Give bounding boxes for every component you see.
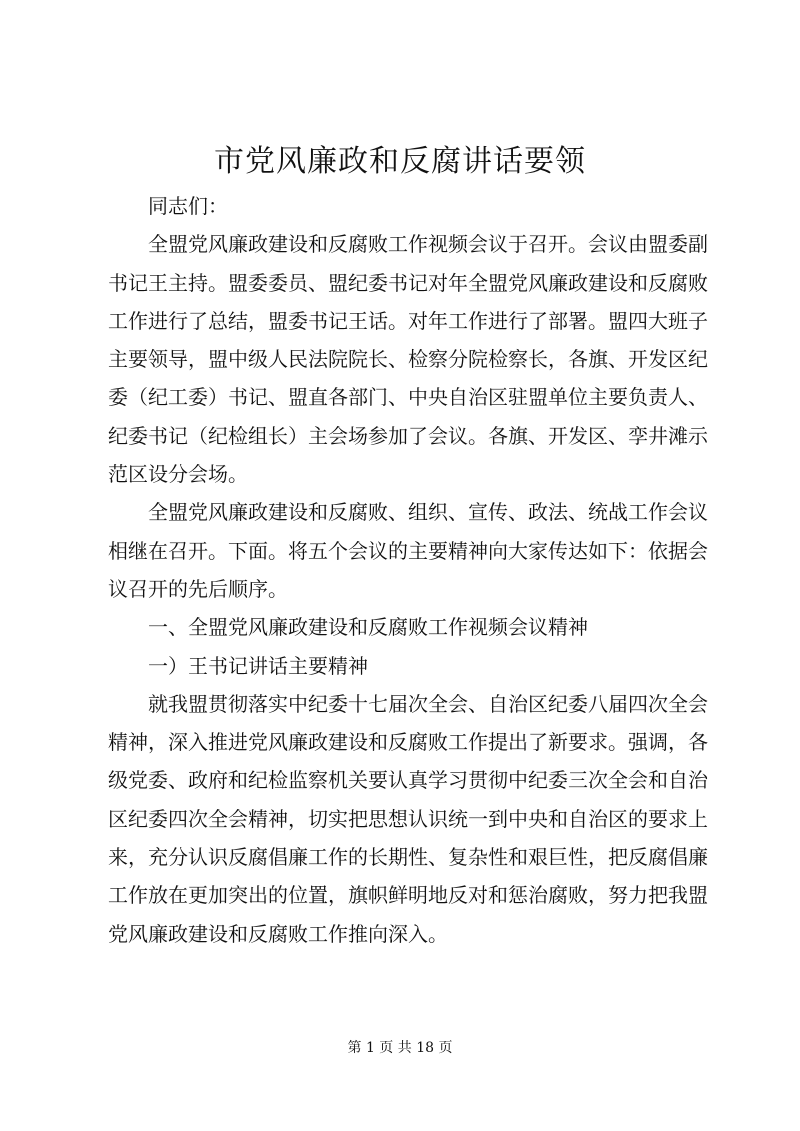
document-title: 市党风廉政和反腐讲话要领	[214, 144, 586, 179]
paragraph-meeting-summary: 全盟党风廉政建设和反腐败工作视频会议于召开。会议由盟委副书记王主持。盟委委员、盟纪委书记对年全盟党风廉政建设和反腐败工作进行了总结，盟委书记王话。对年工作进行了部署。盟四大班子主要领导，盟中级人民法院院长、检察分院检察长，各旗、开发区纪委（纪工委）书记、盟直各部门、中央自治区驻盟单位主要负责人、纪委书记（纪检组长）主会场参加了会议。各旗、开发区、孪井滩示范区设分会场。	[108, 232, 708, 487]
page-number-footer: 第 1 页 共 18 页	[347, 1040, 453, 1056]
document-body	[108, 187, 708, 953]
salutation: 同志们：	[148, 194, 228, 218]
paragraph-meetings-overview: 全盟党风廉政建设和反腐败、组织、宣传、政法、统战工作会议相继在召开。下面。将五个会议的主要精神向大家传达如下：依据会议召开的先后顺序。	[108, 500, 708, 601]
section-heading-1: 一、全盟党风廉政建设和反腐败工作视频会议精神	[148, 615, 588, 640]
paragraph-speech-spirit: 就我盟贯彻落实中纪委十七届次全会、自治区纪委八届四次全会精神，深入推进党风廉政建设和反腐败工作提出了新要求。强调，各级党委、政府和纪检监察机关要认真学习贯彻中纪委三次全会和自治区纪委四次全会精神，切实把思想认识统一到中央和自治区的要求上来，充分认识反腐倡廉工作的长期性、复杂性和艰巨性，把反腐倡廉工作放在更加突出的位置，旗帜鲜明地反对和惩治腐败，努力把我盟党风廉政建设和反腐败工作推向深入。	[108, 691, 708, 946]
subsection-heading-1: 一）王书记讲话主要精神	[148, 653, 368, 678]
